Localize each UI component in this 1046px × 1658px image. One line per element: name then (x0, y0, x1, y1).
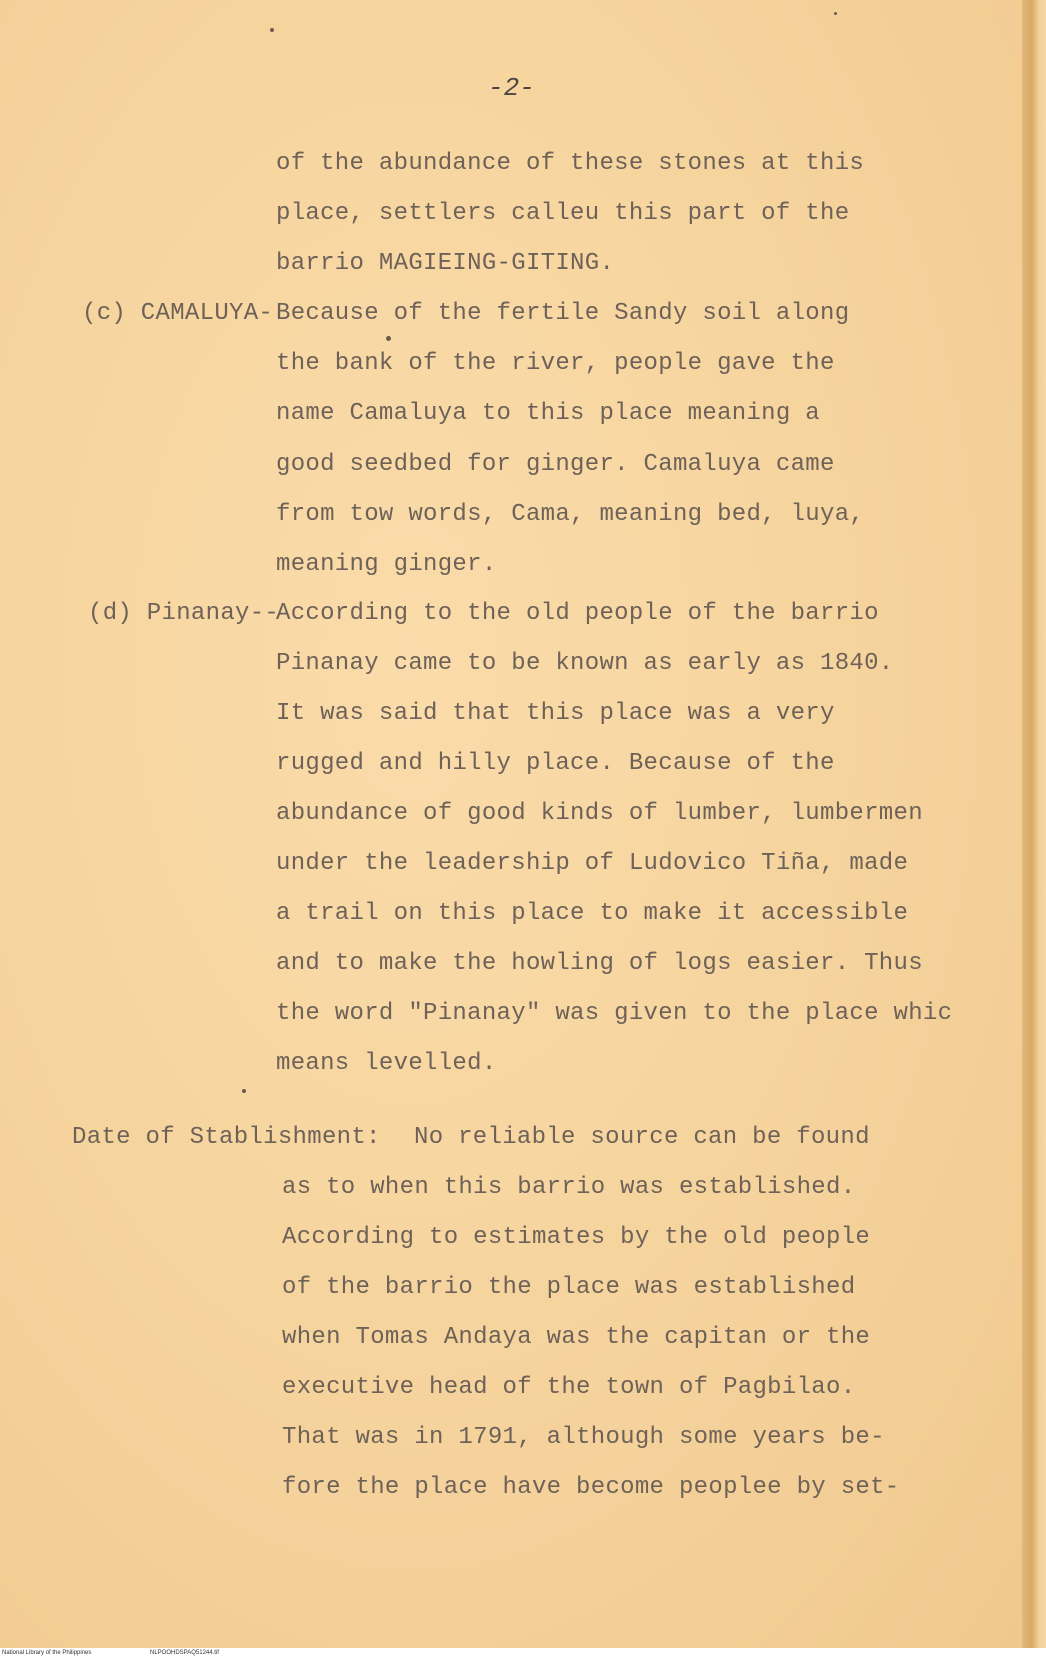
text-line: the bank of the river, people gave the (276, 350, 835, 377)
text-line: No reliable source can be found (414, 1124, 870, 1151)
text-line: good seedbed for ginger. Camaluya came (276, 451, 835, 478)
footer-source: National Library of the Philippines (2, 1650, 92, 1656)
page-number: -2- (488, 73, 535, 103)
text-line: when Tomas Andaya was the capitan or the (282, 1324, 871, 1351)
paragraph-label: Date of Stablishment: (72, 1124, 381, 1151)
text-line: place, settlers calleu this part of the (276, 200, 850, 227)
ink-speck (834, 12, 837, 15)
text-line: from tow words, Cama, meaning bed, luya, (276, 501, 865, 528)
text-line: and to make the howling of logs easier. Thus (276, 950, 923, 977)
text-line: the word "Pinanay" was given to the place whic (276, 1000, 953, 1027)
ink-speck (242, 1089, 246, 1093)
text-line: a trail on this place to make it accessible (276, 900, 909, 927)
paragraph-label: (d) Pinanay-- (88, 600, 280, 627)
text-line: of the barrio the place was established (282, 1274, 856, 1301)
text-line: According to estimates by the old people (282, 1224, 871, 1251)
text-line: That was in 1791, although some years be- (282, 1424, 885, 1451)
text-line: of the abundance of these stones at this (276, 150, 865, 177)
text-line: under the leadership of Ludovico Tiña, made (276, 850, 909, 877)
ink-speck (270, 28, 274, 32)
text-line: meaning ginger. (276, 551, 497, 578)
text-line: abundance of good kinds of lumber, lumbermen (276, 800, 923, 827)
text-line: It was said that this place was a very (276, 700, 835, 727)
text-line: fore the place have become peoplee by set- (282, 1474, 900, 1501)
text-line: Because of the fertile Sandy soil along (276, 300, 850, 327)
text-line: executive head of the town of Pagbilao. (282, 1374, 856, 1401)
ink-speck (386, 336, 391, 341)
text-line: as to when this barrio was established. (282, 1174, 856, 1201)
text-line: rugged and hilly place. Because of the (276, 750, 835, 777)
text-line: barrio MAGIEING-GITING. (276, 250, 615, 277)
text-line: name Camaluya to this place meaning a (276, 400, 820, 427)
text-line: Pinanay came to be known as early as 1840. (276, 650, 894, 677)
footer-filename: NLPOOHDSPAQ51244.tif (150, 1650, 219, 1656)
text-line: According to the old people of the barrio (276, 600, 879, 627)
text-line: means levelled. (276, 1050, 497, 1077)
paper-edge (1022, 0, 1046, 1648)
paragraph-label: (c) CAMALUYA- (82, 300, 274, 327)
